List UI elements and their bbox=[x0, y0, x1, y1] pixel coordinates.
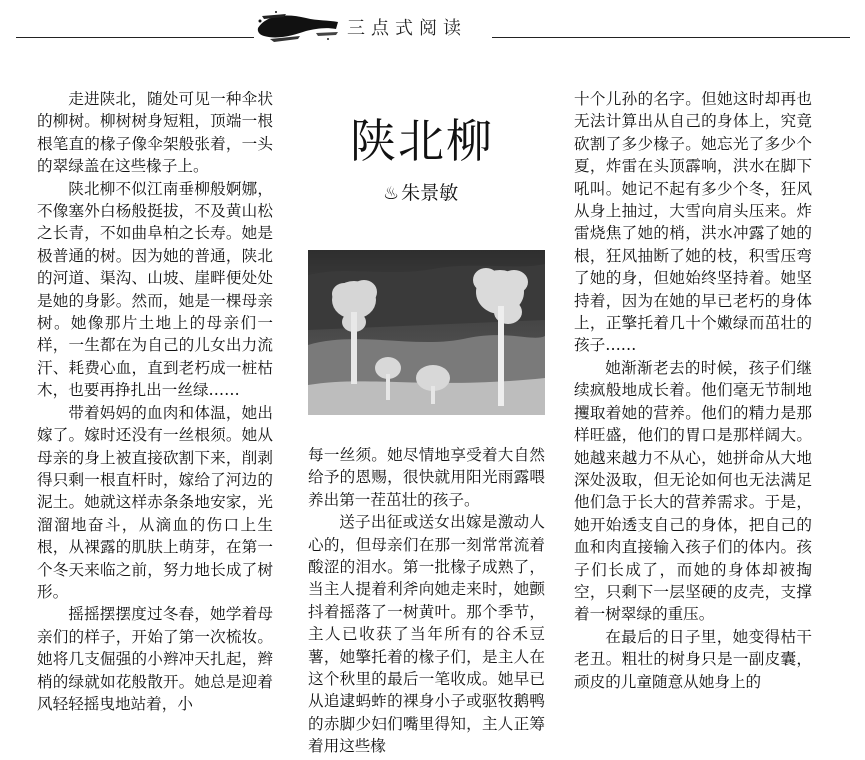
article-column-1 bbox=[37, 88, 273, 715]
article-column-3 bbox=[574, 88, 812, 693]
header-rule-right bbox=[492, 37, 850, 38]
section-label: 三点式阅读 bbox=[347, 18, 467, 39]
paragraph: 每一丝须。她尽情地享受着大自然给予的恩赐，很快就用阳光雨露喂养出第一茬茁壮的孩子。 bbox=[308, 446, 545, 509]
article-column-2 bbox=[308, 444, 545, 758]
ink-brush-stroke-icon bbox=[256, 9, 340, 45]
paragraph: 她渐渐老去的时候，孩子们继续疯般地成长着。他们毫无节制地攫取着她的营养。他们的精力是那样旺盛，他们的胃口是那样阔大。她越来越力不从心，她拼命从大地深处汲取，但无论如何也无法满足他们急于长大的营养需求。于是，她开始透支自己的身体，把自己的血和肉直接输入孩子们的体内。孩子们长成了，而她的身体却被掏空，只剩下一层坚硬的皮壳，支撑着一树翠绿的重压。 bbox=[574, 358, 812, 624]
paragraph: 摇摇摆摆度过冬春，她学着母亲们的样子，开始了第一次梳妆。她将几支倔强的小辫冲天扎起，辫梢的绿就如花般散开。她总是迎着风轻轻摇曳地站着，小 bbox=[37, 605, 273, 713]
paragraph: 走进陕北，随处可见一种伞状的柳树。柳树树身短粗，顶端一根根笔直的椽子像伞架般张着，一头的翠绿盖在这些椽子上。 bbox=[37, 90, 273, 176]
paragraph: 带着妈妈的血肉和体温，她出嫁了。嫁时还没有一丝根须。她从母亲的身上被直接砍割下来，削剥得只剩一根直杆时，嫁给了河边的泥土。她就这样赤条条地安家，光溜溜地奋斗，从滴血的伤口上生根，从裸露的肌肤上萌芽，在第一个冬天来临之前，努力地长成了树形。 bbox=[37, 403, 273, 601]
willow-trees-photo bbox=[308, 250, 545, 415]
header-rule-left bbox=[16, 37, 254, 38]
paragraph: 陕北柳不似江南垂柳般婀娜，不像塞外白杨般挺拔，不及黄山松之长青，不如曲阜柏之长寿。她是极普通的树。因为她的普通，陕北的河道、渠沟、山坡、崖畔便处处是她的身影。然而，她是一棵母亲树。她像那片土地上的母亲们一样，一生都在为自己的儿女出力流汗、耗费心血，直到老朽成一桩枯木，也要再挣扎出一丝绿…… bbox=[37, 179, 273, 400]
author-byline bbox=[383, 178, 458, 205]
author-name: 朱景敏 bbox=[401, 182, 459, 204]
paragraph: 在最后的日子里，她变得枯干老丑。粗壮的树身只是一副皮囊，顽皮的儿童随意从她身上的 bbox=[574, 627, 812, 691]
paragraph: 送子出征或送女出嫁是激动人心的，但母亲们在那一刻常常流着酸涩的泪水。第一批椽子成熟了，当主人提着利斧向她走来时，她颤抖着摇落了一树黄叶。那个季节，主人已收获了当年所有的谷禾豆薯，她擎托着的椽子们，是主人在这个秋里的最后一笔收成。她早已从追逮蚂蚱的裸身小子或驱牧鹅鸭的赤脚少妇们嘴里得知，主人正筹着用这些椽 bbox=[308, 513, 545, 756]
paragraph: 十个儿孙的名字。但她这时却再也无法计算出从自己的身体上，究竟砍割了多少椽子。她忘光了多少个夏，炸雷在头顶霹响，洪水在脚下吼叫。她记不起有多少个冬，狂风从身上抽过，大雪向肩头压来。炸雷烧焦了她的梢，洪水冲露了她的根，狂风抽断了她的枝，积雪压弯了她的身，但她始终坚持着。她坚持着，因为在她的早已老朽的身体上，正擎托着几十个嫩绿而茁壮的孩子…… bbox=[574, 90, 812, 355]
author-mark-icon: ♨ bbox=[383, 183, 400, 204]
article-title: 陕北柳 bbox=[350, 114, 494, 168]
